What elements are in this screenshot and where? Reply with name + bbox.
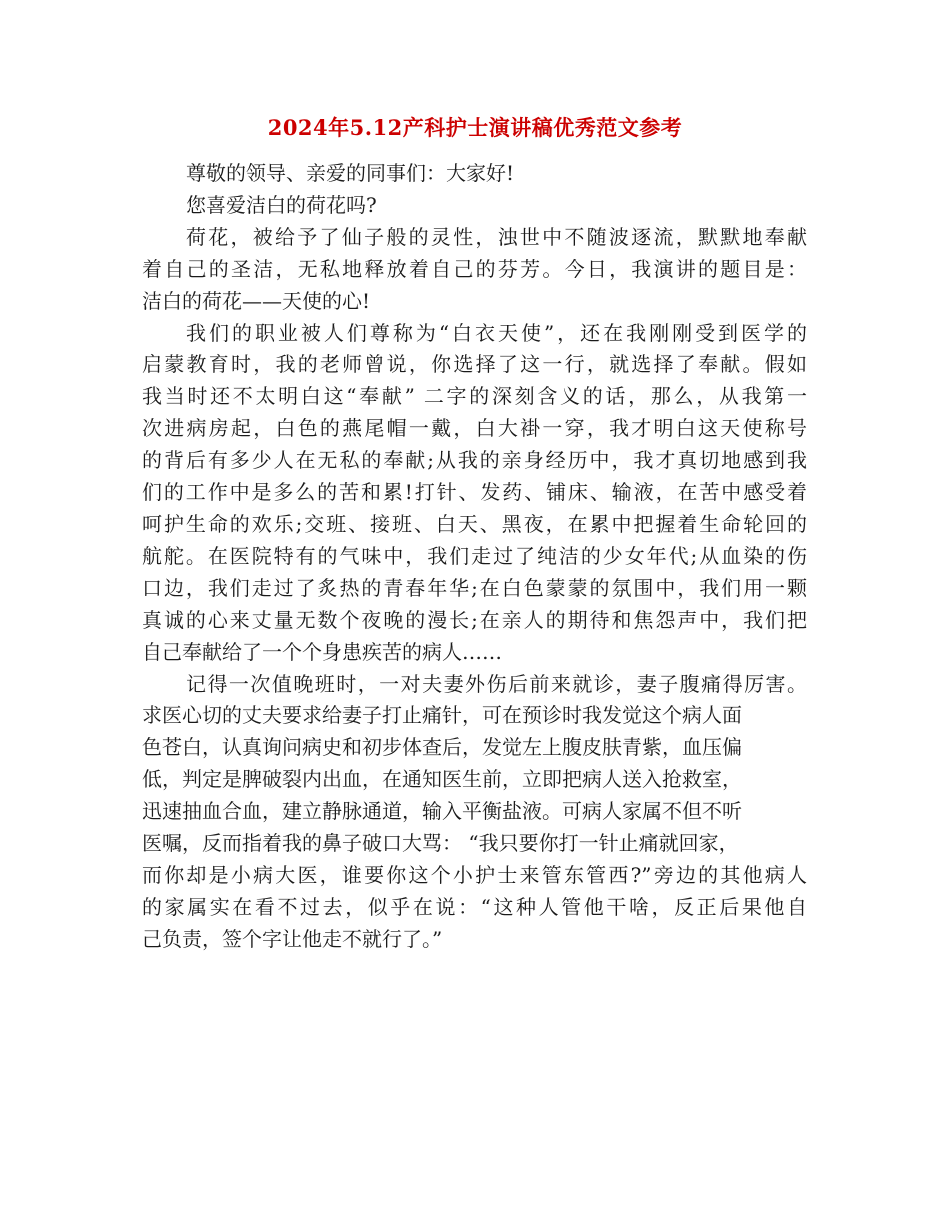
text-line: 低，判定是脾破裂内出血，在通知医生前，立即把病人送入抢救室， [142,767,742,792]
text-line: 的家属实在看不过去，似乎在说：“这种人管他干啥，反正后果他自 [142,894,807,919]
text-line: 我们的职业被人们尊称为“白衣天使”，还在我刚刚受到医学的 [186,320,807,345]
text-line: 迅速抽血合血，建立静脉通道，输入平衡盐液。可病人家属不但不听 [142,799,742,824]
text-line: 启蒙教育时，我的老师曾说，你选择了这一行，就选择了奉献。假如 [142,352,807,377]
text-line: 色苍白，认真询问病史和初步体查后，发觉左上腹皮肤青紫，血压偏 [142,735,742,760]
text-line: 们的工作中是多么的苦和累!打针、发药、铺床、输液，在苦中感受着 [142,480,807,505]
text-line: 呵护生命的欢乐;交班、接班、白天、黑夜，在累中把握着生命轮回的 [142,511,807,536]
text-line: 您喜爱洁白的荷花吗? [186,192,377,217]
text-line: 记得一次值晚班时，一对夫妻外伤后前来就诊，妻子腹痛得厉害。 [186,671,807,696]
text-line: 而你却是小病大医，谁要你这个小护士来管东管西?”旁边的其他病人 [142,862,807,887]
text-line: 荷花，被给予了仙子般的灵性，浊世中不随波逐流，默默地奉献 [186,224,807,249]
text-line: 求医心切的丈夫要求给妻子打止痛针，可在预诊时我发觉这个病人面 [142,703,742,728]
text-line: 真诚的心来丈量无数个夜晚的漫长;在亲人的期待和焦怨声中，我们把 [142,607,807,632]
text-line: 次进病房起，白色的燕尾帽一戴，白大褂一穿，我才明白这天使称号 [142,416,807,441]
text-line: 航舵。在医院特有的气味中，我们走过了纯洁的少女年代;从血染的伤 [142,543,807,568]
text-line: 洁白的荷花——天使的心! [142,288,371,313]
document-body [142,158,807,956]
document-title: 2024年5.12产科护士演讲稿优秀范文参考 [267,115,683,140]
text-line: 口边，我们走过了炙热的青春年华;在白色蒙蒙的氛围中，我们用一颗 [142,575,807,600]
text-line: 着自己的圣洁，无私地释放着自己的芬芳。今日，我演讲的题目是： [142,256,807,281]
text-line: 我当时还不太明白这“奉献” 二字的深刻含义的话，那么，从我第一 [142,384,807,409]
text-line: 自己奉献给了一个个身患疾苦的病人…… [142,639,502,664]
text-line: 尊敬的领导、亲爱的同事们：大家好! [186,161,515,185]
text-line: 的背后有多少人在无私的奉献;从我的亲身经历中，我才真切地感到我 [142,448,807,473]
text-line: 己负责，签个字让他走不就行了。” [142,926,443,951]
text-line: 医嘱，反而指着我的鼻子破口大骂： “我只要你打一针止痛就回家， [142,831,739,856]
